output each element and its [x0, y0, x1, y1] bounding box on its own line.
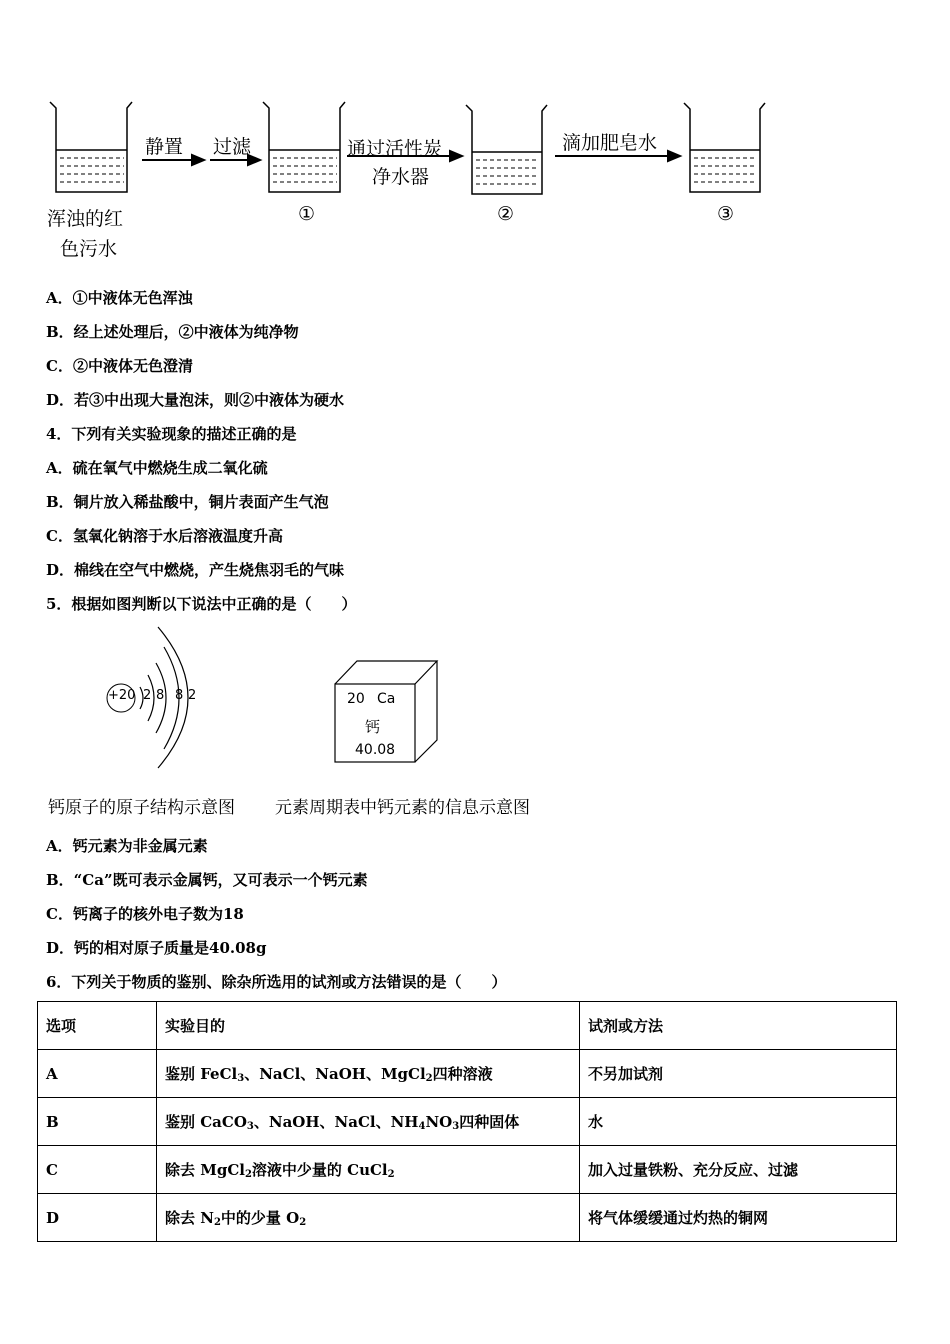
q3-option-c: C．②中液体无色澄清: [46, 357, 193, 375]
q6-stem: 6．下列关于物质的鉴别、除杂所选用的试剂或方法错误的是（ ）: [46, 973, 507, 991]
element-symbol: Ca: [377, 691, 396, 707]
row-a-option: A: [38, 1050, 157, 1098]
row-c-purpose: 除去 MgCl$_2$溶液中少量的 CuCl$_2$: [157, 1146, 580, 1194]
row-c-method: 加入过量铁粉、充分反应、过滤: [580, 1146, 897, 1194]
table-row: [38, 1146, 897, 1194]
row-d-option: D: [38, 1194, 157, 1242]
element-name: 钙: [365, 718, 381, 736]
q3-option-d: D．若③中出现大量泡沫，则②中液体为硬水: [46, 391, 345, 409]
table-row: [38, 1050, 897, 1098]
q4-option-a: A．硫在氧气中燃烧生成二氧化硫: [46, 459, 268, 477]
nucleus-charge: +20: [108, 688, 136, 703]
row-a-purpose: 鉴别 FeCl$_3$、NaCl、NaOH、MgCl$_2$四种溶液: [157, 1050, 580, 1098]
q5-stem: 5．根据如图判断以下说法中正确的是（ ）: [46, 595, 357, 613]
row-c-option: C: [38, 1146, 157, 1194]
arrow-label-soap: 滴加肥皂水: [562, 132, 658, 154]
atomic-mass: 40.08: [355, 742, 396, 758]
arrow-label-filter: 过滤: [213, 136, 252, 158]
calcium-atom-diagram: [100, 625, 210, 770]
q5-option-d: D．钙的相对原子质量是40.08g: [46, 939, 267, 957]
beaker-1: [263, 102, 345, 192]
q3-option-a: A．①中液体无色浑浊: [46, 289, 193, 307]
q6-table: [37, 1001, 897, 1242]
beaker-2: [466, 105, 547, 194]
header-option: 选项: [38, 1002, 157, 1050]
q5-option-a: A．钙元素为非金属元素: [46, 837, 208, 855]
beaker-label-2: ②: [497, 203, 515, 225]
q4-option-c: C．氢氧化钠溶于水后溶液温度升高: [46, 527, 283, 545]
calcium-element-box: [333, 658, 441, 766]
row-b-method: 水: [580, 1098, 897, 1146]
diagram-drawing: [0, 90, 950, 270]
arrow-label-settle: 静置: [145, 136, 184, 158]
shell-3-count: 8: [175, 688, 184, 703]
table-header-row: [38, 1002, 897, 1050]
atomic-number: 20: [347, 691, 365, 707]
row-a-method: 不另加试剂: [580, 1050, 897, 1098]
q5-option-c: C．钙离子的核外电子数为18: [46, 905, 244, 923]
start-label-line2: 色污水: [60, 238, 118, 260]
arrow-label-carbon-line1: 通过活性炭: [347, 138, 443, 160]
q4-option-d: D．棉线在空气中燃烧，产生烧焦羽毛的气味: [46, 561, 345, 579]
table-row: [38, 1098, 897, 1146]
element-box-caption: 元素周期表中钙元素的信息示意图: [275, 798, 530, 818]
row-b-option: B: [38, 1098, 157, 1146]
beaker-3: [684, 103, 765, 192]
shell-2-count: 8: [156, 688, 165, 703]
q3-option-b: B．经上述处理后，②中液体为纯净物: [46, 323, 299, 341]
beaker-label-3: ③: [717, 203, 735, 225]
q5-option-b: B．“Ca”既可表示金属钙，又可表示一个钙元素: [46, 871, 368, 889]
header-method: 试剂或方法: [580, 1002, 897, 1050]
header-purpose: 实验目的: [157, 1002, 580, 1050]
table-row: [38, 1194, 897, 1242]
beaker-label-1: ①: [298, 203, 316, 225]
q4-stem: 4．下列有关实验现象的描述正确的是: [46, 425, 297, 443]
shell-1-count: 2: [143, 688, 152, 703]
row-d-method: 将气体缓缓通过灼热的铜网: [580, 1194, 897, 1242]
water-purification-diagram: [0, 90, 950, 270]
start-label-line1: 浑浊的红: [47, 208, 124, 230]
row-d-purpose: 除去 $N_2$中的少量 $O_2$: [157, 1194, 580, 1242]
shell-4-count: 2: [188, 688, 197, 703]
row-b-purpose: 鉴别 CaCO$_3$、NaOH、NaCl、$NH_4NO_3$四种固体: [157, 1098, 580, 1146]
arrow-label-carbon-line2: 净水器: [372, 166, 430, 188]
atom-diagram-caption: 钙原子的原子结构示意图: [48, 798, 235, 818]
beaker-0: [50, 102, 132, 192]
q4-option-b: B．铜片放入稀盐酸中，铜片表面产生气泡: [46, 493, 329, 511]
